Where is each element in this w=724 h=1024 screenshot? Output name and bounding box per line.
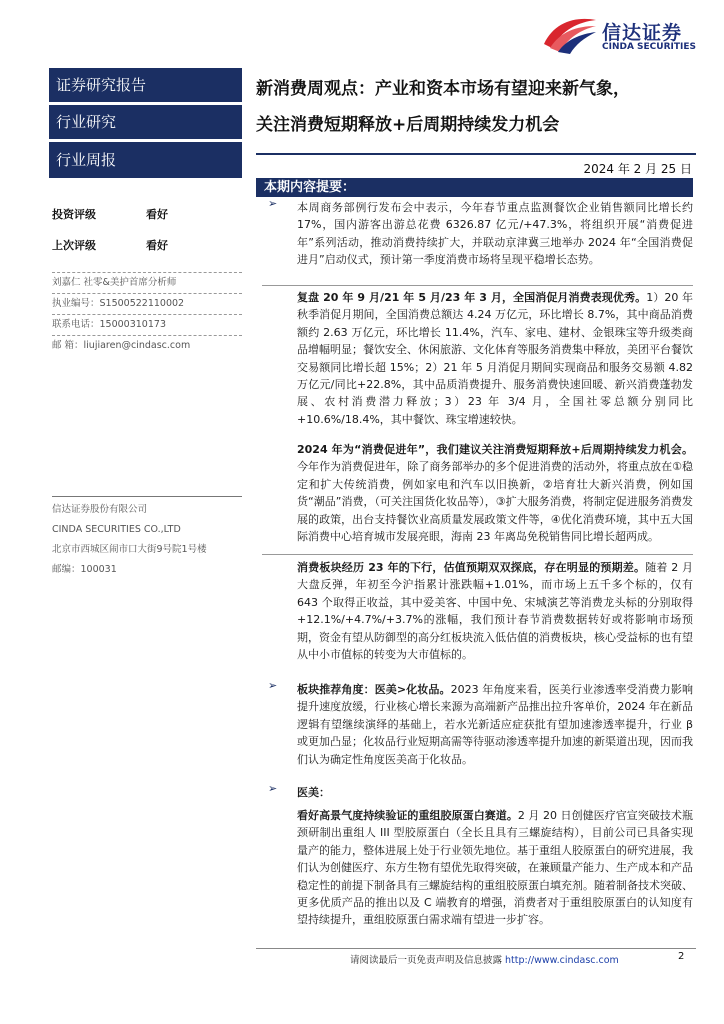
company-name-en: CINDA SECURITIES CO.,LTD xyxy=(52,524,181,535)
report-date: 2024 年 2 月 25 日 xyxy=(583,162,692,176)
paragraph-1-text: 本周商务部例行发布会中表示，今年春节重点监测餐饮企业销售额同比增长约 17%，国内游客出游总花费 6326.87 亿元/+47.3%，将组织开展“消费促进年”系列活动，推动消费持续扩大，并联动京津冀三地举办 2024 年“全国消费促进月”启动仪式，预计第一季度消费市场将呈现平稳增长态势。 xyxy=(297,201,693,267)
footer-url-link[interactable]: http://www.cindasc.com xyxy=(505,955,619,966)
paragraph-5-text: 2023 年角度来看，医美行业渗透率受消费力影响提升速度放缓，行业核心增长来源为高端新产品推出拉升客单价，2024 年在新品逻辑有望继续演绎的基础上，若水光新适应症获批有望加速渗透率提升，行业 β 或更加凸显；化妆品行业短期高需等待驱动渗透率提升加速的新渠道出现，因而我们认为确定性角度医美高于化妆品。 xyxy=(297,683,693,766)
report-title-line-1: 新消费周观点：产业和资本市场有望迎来新气象， xyxy=(256,79,630,99)
report-category-label: 行业研究 xyxy=(49,105,242,139)
rating-current xyxy=(52,206,242,237)
paragraph-2-text: 1）20 年秋季消促月期间，全国消费总额达 4.24 万亿元，环比增长 8.7%，其中商品消费额约 2.63 万亿元，环比增长 11.4%，汽车、家电、建材、金银珠宝等升级类商品增幅明显；餐饮安全、休闲旅游、文化体育等服务消费集中释放，美团平台餐饮交易额同比增长超 15%；2）21 年 5 月消促月期间实现商品和服务交易额 4.82 万亿元/同比+22.8%，其中品质消费提升、服务消费快速回暖、新兴消费蓬勃发展、农村消费潜力释放；3）23 年 3/4 月，全国社零总额分别同比+10.6%/18.4%，其中餐饮、珠宝增速较快。 xyxy=(297,291,694,426)
footer-divider xyxy=(256,948,696,949)
report-type-label: 证券研究报告 xyxy=(49,68,242,102)
paragraph-6-lead: 医美： xyxy=(297,786,330,799)
company-postcode: 邮编：100031 xyxy=(52,564,117,575)
logo-text-en: CINDA SECURITIES xyxy=(602,42,696,52)
paragraph-4-lead: 消费板块经历 23 年的下行，估值预期双双探底，存在明显的预期差。 xyxy=(297,561,646,574)
company-name-cn: 信达证券股份有限公司 xyxy=(52,504,148,515)
bullet-marker-2: ➢ xyxy=(268,679,278,692)
bullet-marker-1: ➢ xyxy=(268,197,278,210)
report-title-line-2: 关注消费短期释放+后周期持续发力机会 xyxy=(256,115,560,135)
paragraph-7-lead: 看好高景气度持续验证的重组胶原蛋白赛道。 xyxy=(297,809,518,822)
rating-previous xyxy=(52,237,242,268)
paragraph-3-lead: 2024 年为“消费促进年”，我们建议关注消费短期释放+后周期持续发力机会。 xyxy=(297,443,693,456)
sidebar-header xyxy=(49,68,242,178)
analyst-info xyxy=(52,272,242,356)
paragraph-2 xyxy=(297,289,693,428)
report-series-label: 行业周报 xyxy=(49,142,242,178)
company-info xyxy=(52,496,242,580)
rating-current-label: 投资评级 xyxy=(52,208,96,221)
paragraph-7 xyxy=(297,807,693,929)
company-address: 北京市西城区闹市口大街9号院1号楼 xyxy=(52,544,207,555)
cinda-logo xyxy=(540,14,710,54)
paragraph-4-text: 随着 2 月大盘反弹，年初至今沪指累计涨跌幅+1.01%，而市场上五千多个标的，仅有 643 个取得正收益，其中爱美客、中国中免、宋城演艺等消费龙头标的分别取得+12.1%/+4.7%/+3.7%的涨幅，我们预计春节消费数据转好或将影响市场预期，资金有望从防御型的高分红板块流入低估值的消费板块，核心受益标的也有望从中小市值标的转变为大市值标的。 xyxy=(297,561,693,662)
divider xyxy=(262,285,693,286)
paragraph-3 xyxy=(297,441,693,545)
analyst-phone: 联系电话：15000310173 xyxy=(52,314,242,335)
footer-disclaimer: 请阅读最后一页免责声明及信息披露 xyxy=(350,955,506,966)
paragraph-7-text: 2 月 20 日创健医疗官宣突破技术瓶颈研制出重组人 III 型胶原蛋白（全长且具有三螺旋结构），目前公司已具备实现量产的能力，整体进展上处于行业领先地位。基于重组人胶原蛋白的研究进展，我们认为创健医疗、东方生物有望优先取得突破，在兼顾量产能力、生产成本和产品稳定性的前提下制备具有三螺旋结构的重组胶原蛋白填充剂。随着制备技术突破、更多优质产品的推出以及 C 端教育的增强，消费者对于重组胶原蛋白的认知度有望持续提升，重组胶原蛋白需求端有望进一步扩容。 xyxy=(297,809,694,927)
paragraph-5-lead: 板块推荐角度：医美>化妆品。 xyxy=(297,683,451,696)
rating-previous-label: 上次评级 xyxy=(52,239,96,252)
analyst-license: 执业编号：S1500522110002 xyxy=(52,293,242,314)
rating-previous-value: 看好 xyxy=(146,239,168,252)
analyst-email: 邮 箱：liujiaren@cindasc.com xyxy=(52,335,242,356)
analyst-name: 刘嘉仁 社零&美护首席分析师 xyxy=(52,272,242,293)
divider xyxy=(262,554,693,555)
bullet-marker-3: ➢ xyxy=(268,782,278,795)
page-number: 2 xyxy=(678,951,685,962)
paragraph-5 xyxy=(297,681,693,768)
paragraph-2-lead: 复盘 20 年 9 月/21 年 5 月/23 年 3 月，全国消促月消费表现优秀。 xyxy=(297,291,647,304)
ratings xyxy=(52,206,242,268)
paragraph-6 xyxy=(297,784,693,801)
title-divider xyxy=(256,153,696,155)
paragraph-3-text: 今年作为消费促进年，除了商务部举办的多个促进消费的活动外，将重点放在①稳定和扩大传统消费，例如家电和汽车以旧换新，②培育壮大新兴消费，例如国货“潮品”消费，（可关注国货化妆品等），③扩大服务消费，将制定促进服务消费发展的政策，出台支持餐饮业高质量发展政策文件等，④优化消费环境，其中五大国际消费中心培育城市发展亮眼，海南 23 年离岛免税销售同比增长超两成。 xyxy=(297,460,693,544)
paragraph-4 xyxy=(297,559,693,663)
cinda-logo-icon xyxy=(540,14,598,54)
paragraph-1 xyxy=(297,199,693,269)
report-title xyxy=(256,71,696,143)
summary-heading: 本期内容提要： xyxy=(256,178,693,197)
footer xyxy=(350,952,690,966)
logo-text-cn: 信达证券 xyxy=(602,22,683,44)
rating-current-value: 看好 xyxy=(146,208,168,221)
